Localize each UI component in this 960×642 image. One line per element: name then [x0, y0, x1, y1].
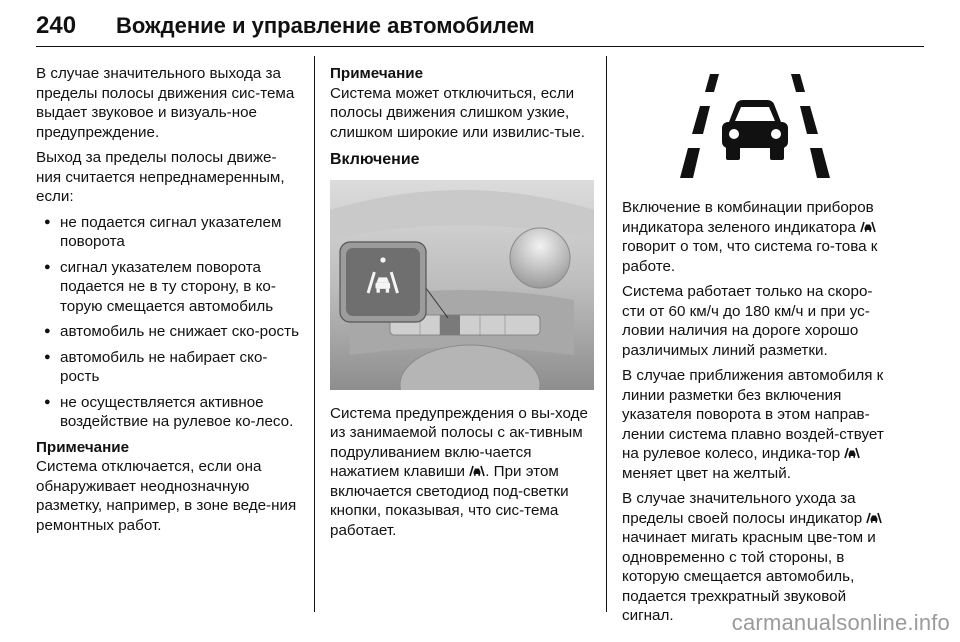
paragraph: В случае значительного выхода за пределы полосы движения сис-тема выдает звуковое и визуаль-ное предупреждение. [36, 65, 295, 141]
list-item: ● не подается сигнал указателем поворота [36, 213, 300, 252]
text-span: начинает мигать красным цве-том и одновременно с той стороны, в которую смещается автомобиль, подается трехкратный звуковой сигнал. [622, 529, 876, 624]
watermark: carmanualsonline.info [731, 610, 950, 635]
page-header [36, 10, 924, 44]
paragraph [330, 404, 594, 541]
paragraph: Выход за пределы полосы движе-ния считается непреднамеренным, если: [36, 149, 285, 205]
note-text: Система отключается, если она обнаруживает неоднозначную разметку, например, в зоне веде-ния ремонтных работ. [36, 458, 297, 534]
page-number: 240 [36, 12, 77, 39]
lane-keep-car-icon [469, 465, 485, 477]
column-left [36, 64, 300, 543]
page-title: Вождение и управление автомобилем [116, 13, 535, 38]
paragraph [622, 489, 888, 626]
text-span: В случае значительного ухода за пределы своей полосы индикатор [622, 490, 863, 527]
list-item: ● автомобиль не снижает ско-рость [36, 322, 300, 342]
section-title: Включение [330, 151, 420, 168]
text-span: говорит о том, что система го-това к работе. [622, 238, 878, 275]
paragraph [622, 366, 888, 483]
column-middle [330, 64, 594, 546]
header-rule [36, 46, 924, 47]
lane-keep-car-icon [844, 447, 860, 459]
note-text: Система может отключиться, если полосы движения слишком узкие, слишком широкие или извилис-тые. [330, 84, 585, 141]
lane-keep-car-icon [866, 512, 882, 524]
lane-departure-indicator-icon [622, 66, 888, 184]
list-item: ● не осуществляется активное воздействие на рулевое ко-лесо. [36, 393, 300, 432]
list-item: ● автомобиль не набирает ско-рость [36, 348, 300, 387]
lane-keep-car-icon [860, 221, 876, 233]
text-span: . При этом включается светодиод под-светки кнопки, показывая, что сис-тема работает. [330, 463, 569, 539]
note-title: Примечание [36, 438, 130, 456]
column-divider [314, 56, 315, 612]
column-right [622, 64, 888, 632]
text-span: Система предупреждения о вы-ходе из занимаемой полосы с ак-тивным подруливанием вклю-чается нажатием клавиши [330, 404, 588, 480]
column-divider [606, 56, 607, 612]
paragraph: Система работает только на скоро-сти от 60 км/ч до 180 км/ч и при ус-ловии наличия на дороге хорошо различимых линий разметки. [622, 283, 873, 359]
text-span: В случае приближения автомобиля к линии разметки без включения указателя поворота в этом направ-лении система плавно воздей-ствует на рулевое колесо, индика-тор [622, 367, 884, 462]
paragraph [622, 198, 888, 276]
text-span: Включение в комбинации приборов индикатора зеленого индикатора [622, 199, 874, 236]
list-item: ● сигнал указателем поворота подается не в ту сторону, в ко-торую смещается автомобиль [36, 258, 300, 317]
dashboard-button-photo [330, 180, 594, 390]
condition-list [36, 213, 300, 432]
text-span: меняет цвет на желтый. [622, 464, 791, 482]
note-title: Примечание [330, 65, 424, 82]
